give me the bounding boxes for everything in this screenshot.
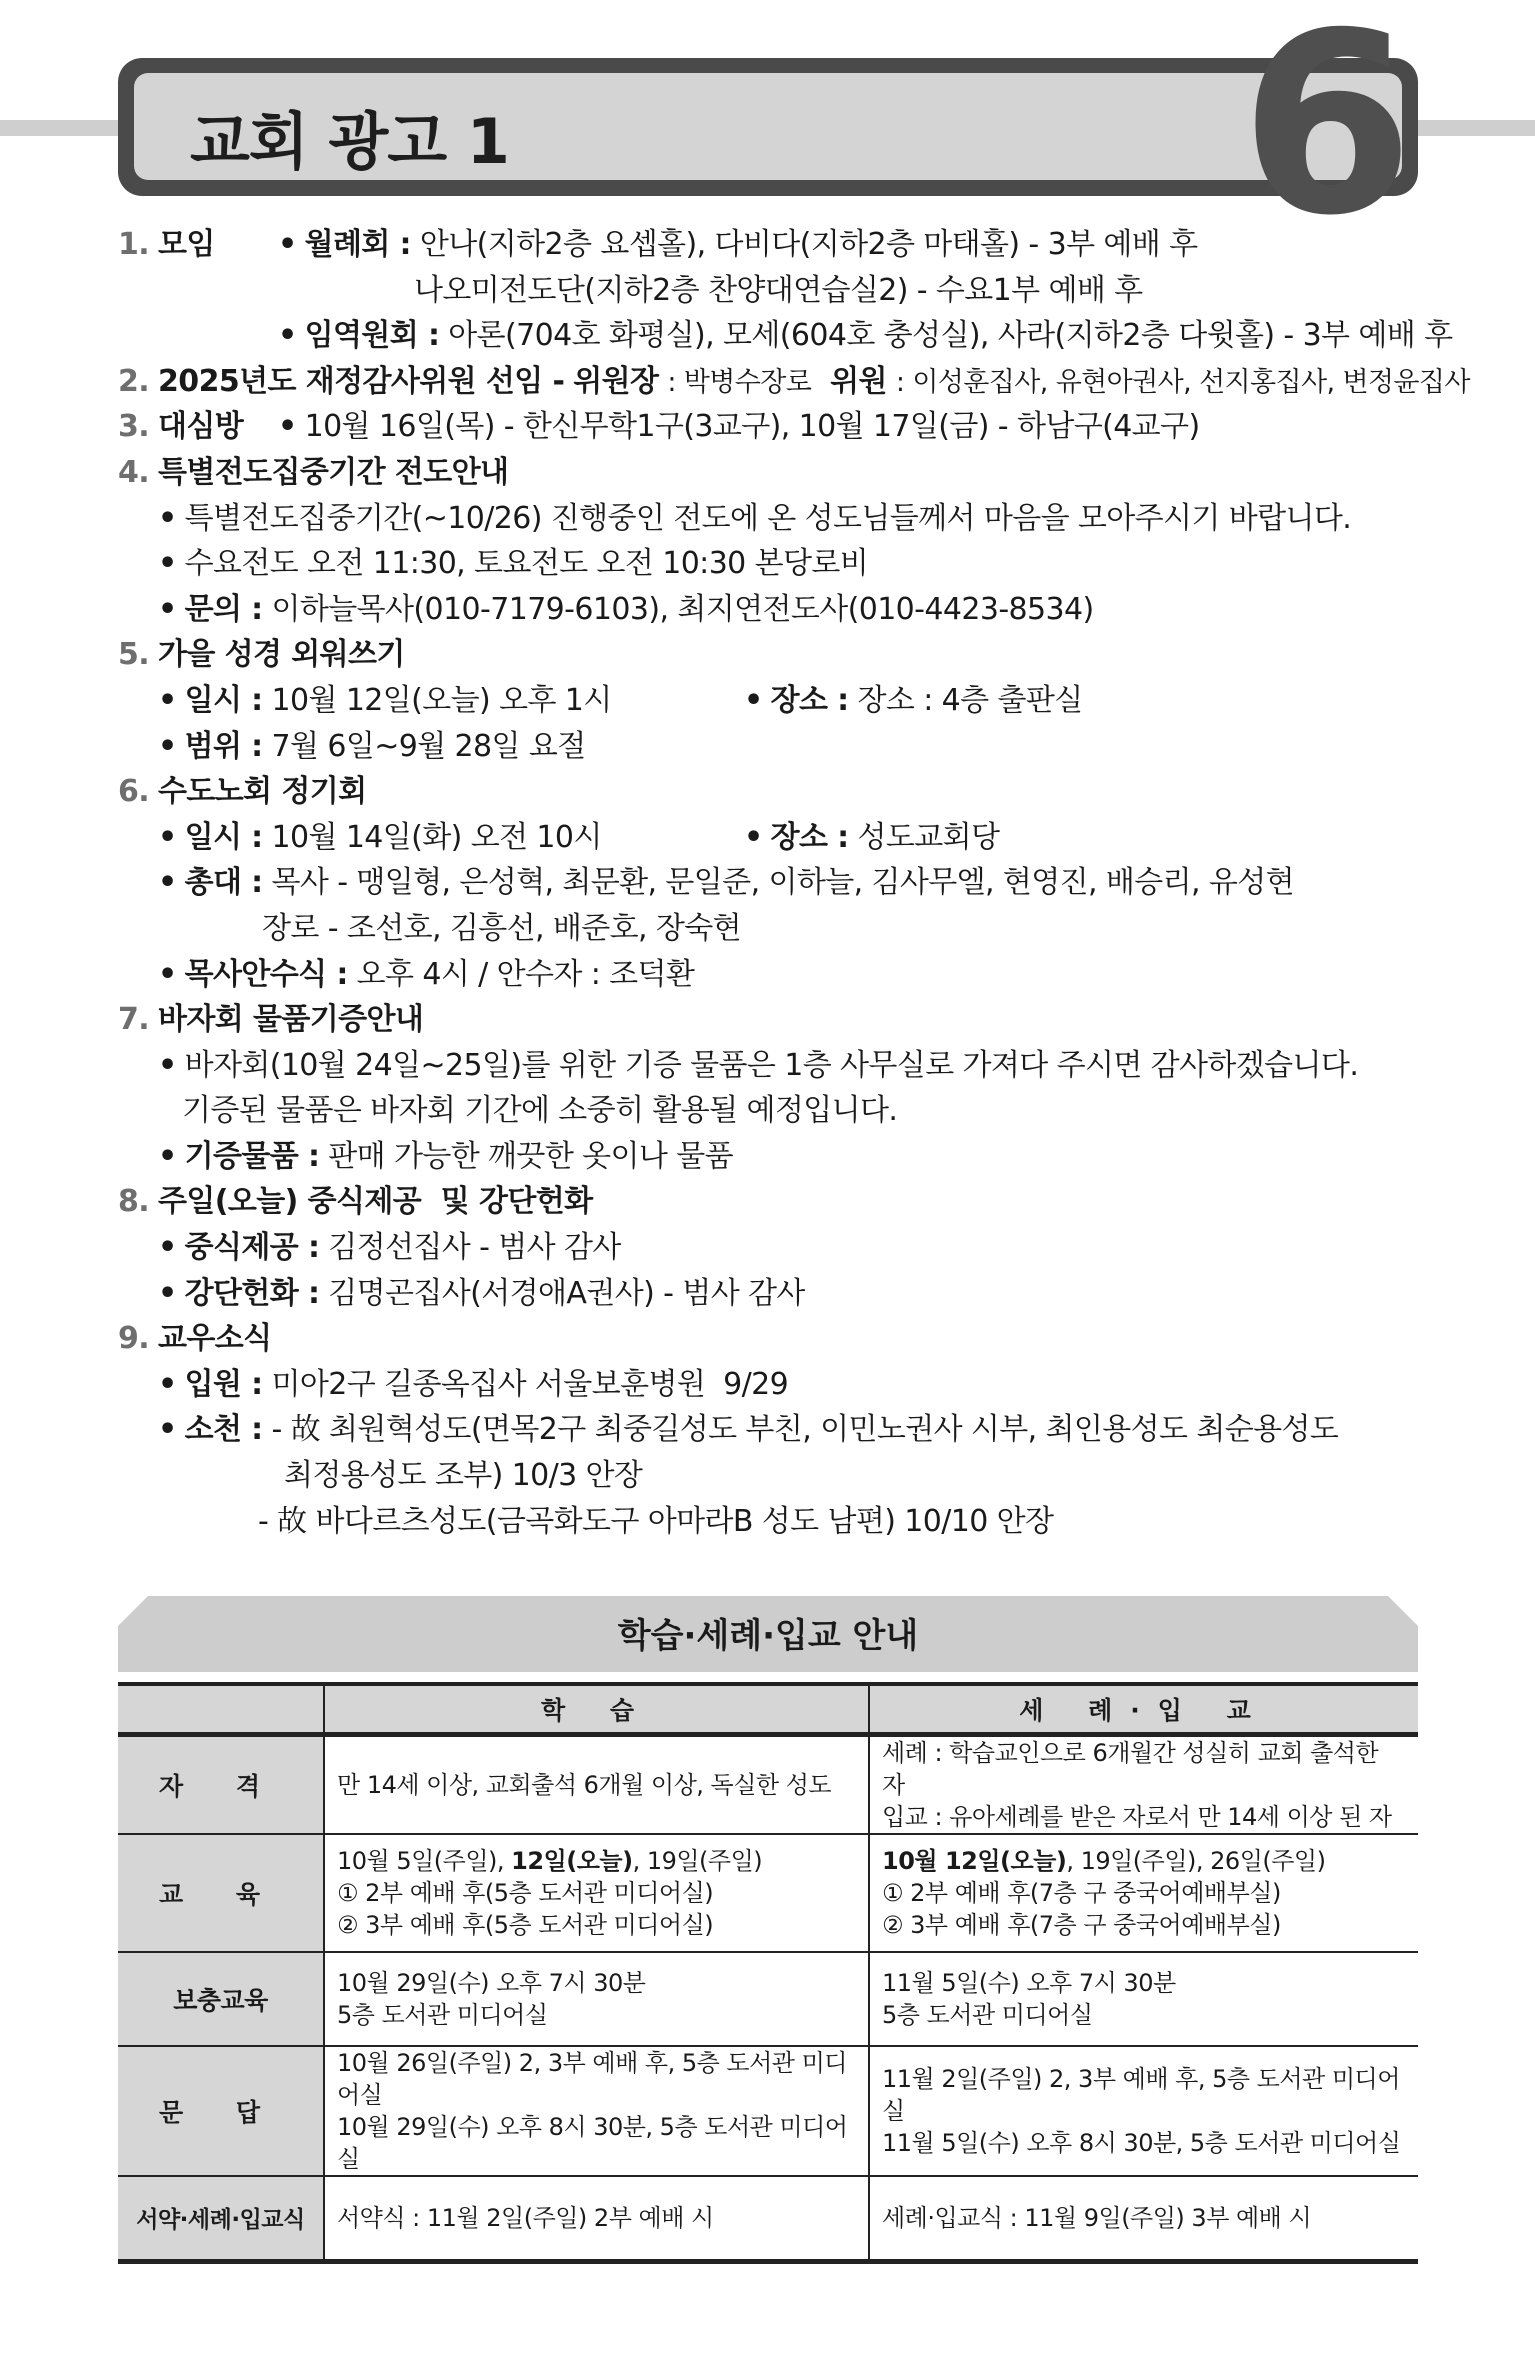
- table-corner: [118, 1684, 324, 1734]
- table-row: 보충교육 10월 29일(수) 오후 7시 30분 5층 도서관 미디어실 11월 5일(수) 오후 7시 30분 5층 도서관 미디어실: [118, 1952, 1418, 2046]
- page-number: 6: [1240, 0, 1408, 270]
- notice-2: 2. 2025년도 재정감사위원 선임 - 위원장 : 박병수장로 위원 : 이성훈집사, 유현아권사, 선지홍집사, 변정윤집사: [118, 363, 1470, 399]
- table-row: 서약·세례·입교식 서약식 : 11월 2일(주일) 2부 예배 시 세례·입교식 : 11월 9일(주일) 3부 예배 시: [118, 2176, 1418, 2262]
- table-title-banner: [118, 1596, 1418, 1672]
- notice-3: 3. 대심방 • 10월 16일(목) - 한신무학1구(3교구), 10월 17일(금) - 하남구(4교구): [118, 404, 1428, 450]
- notice-title: 모임: [158, 227, 215, 262]
- notice-list: 1. 모임 • 월례회 : 안나(지하2층 요셉홀), 다비다(지하2층 마태홀) - 3부 예배 후 나오미전도단(지하2층 찬양대연습실2) - 수요1부 예배 후 • 임역원회 : 아론(704호 화평실), 모세(604호 충성실), 사라(지하2층 다윗홀) - 3부 예배 후 2. 2025년도 재정감사위원 선임 - 위원장 : 박병수장로 위원 : 이성훈집사, 유현아권사, 선지홍집사, 변정윤집사 3. 대심방 • 10월 16일(목) - 한신무학1구(3교구), 10월 17일(금) - 하남구(4교구) 4. 특별전도집중기간 전도안내 • 특별전도집중기간(~10/26) 진행중인 전도에 온 성도님들께서 마음을 모아주시기 바랍니다. • 수요전도 오전 11:30, 토요전도 오전 10:30 본당로비 • 문의 : 이하늘목사(010-7179-6103), 최지연전도사(010-4423-8534) 5. 가을 성경 외워쓰기 • 일시 : 10월 12일(오늘) 오후 1시 • 장소 : 장소 : 4층 출판실 • 범위 : 7월 6일~9월 28일 요절 6. 수도노회 정기회 • 일시 : 10월 14일(화) 오전 10시 • 장소 : 성도교회당 • 총대 : 목사 - 맹일형, 은성혁, 최문환, 문일준, 이하늘, 김사무엘, 현영진, 배승리, 유성현 장로 - 조선호, 김흥선, 배준호, 장숙현 • 목사안수식 : 오후 4시 / 안수자 : 조덕환 7. 바자회 물품기증안내 • 바자회(10월 24일~25일)를 위한 기증 물품은 1층 사무실로 가져다 주시면 감사하겠습니다. 기증된 물품은 바자회 기간에 소중히 활용될 예정입니다. • 기증물품 : 판매 가능한 깨끗한 옷이나 물품 8. 주일(오늘) 중식제공 및 강단헌화 • 중식제공 : 김정선집사 - 범사 감사 • 강단헌화 : 김명곤집사(서경애A권사) - 범사 감사 9. 교우소식 • 입원 : 미아2구 길종옥집사 서울보훈병원 9/29 • 소천 : - 故 최원혁성도(면목2구 최중길성도 부친, 이민노권사 시부, 최인용성도 최순용성도 최정용성도 조부) 10/3 안장 - 故 바다르츠성도(금곡화도구 아마라B 성도 남편) 10/10 안장: [118, 222, 1428, 1544]
- notice-1: [118, 222, 1428, 268]
- page-title: 교회 광고 1: [190, 105, 509, 178]
- table-row: 문 답 10월 26일(주일) 2, 3부 예배 후, 5층 도서관 미디어실 10월 29일(수) 오후 8시 30분, 5층 도서관 미디어실 11월 2일(주일) 2, 3부 예배 후, 5층 도서관 미디어실 11월 5일(수) 오후 8시 30분, 5층 도서관 미디어실: [118, 2046, 1418, 2176]
- table-header: 학 습: [324, 1684, 869, 1734]
- notice-number: 1.: [118, 227, 150, 262]
- table-header: 세 례·입 교: [869, 1684, 1418, 1734]
- table-header-row: [118, 1684, 1418, 1734]
- table-row: 자 격 만 14세 이상, 교회출석 6개월 이상, 독실한 성도 세례 : 학습교인으로 6개월간 성실히 교회 출석한 자 입교 : 유아세례를 받은 자로서 만 14세 이상 된 자: [118, 1734, 1418, 1834]
- notice-1-item-a: • 월례회 : 안나(지하2층 요셉홀), 다비다(지하2층 마태홀) - 3부 예배 후: [278, 222, 1197, 268]
- notice-8: 8. 주일(오늘) 중식제공 및 강단헌화: [118, 1184, 593, 1220]
- notice-1-item-b: • 임역원회 : 아론(704호 화평실), 모세(604호 충성실), 사라(지하2층 다윗홀) - 3부 예배 후: [118, 313, 1428, 359]
- education-table: [118, 1682, 1418, 2264]
- table-title: 학습·세례·입교 안내: [617, 1616, 919, 1656]
- notice-5: 5. 가을 성경 외워쓰기: [118, 637, 405, 673]
- notice-4: 4. 특별전도집중기간 전도안내: [118, 454, 509, 490]
- notice-9: 9. 교우소식: [118, 1321, 272, 1357]
- notice-6: 6. 수도노회 정기회: [118, 774, 367, 810]
- table-row: 교 육 10월 5일(주일), 12일(오늘), 19일(주일) ① 2부 예배 후(5층 도서관 미디어실) ② 3부 예배 후(5층 도서관 미디어실) 10월 12일(오늘), 19일(주일), 26일(주일) ① 2부 예배 후(7층 구 중국어예배부실) ② 3부 예배 후(7층 구 중국어예배부실): [118, 1834, 1418, 1952]
- notice-7: 7. 바자회 물품기증안내: [118, 1002, 424, 1038]
- notice-1-line2: 나오미전도단(지하2층 찬양대연습실2) - 수요1부 예배 후: [414, 272, 1143, 308]
